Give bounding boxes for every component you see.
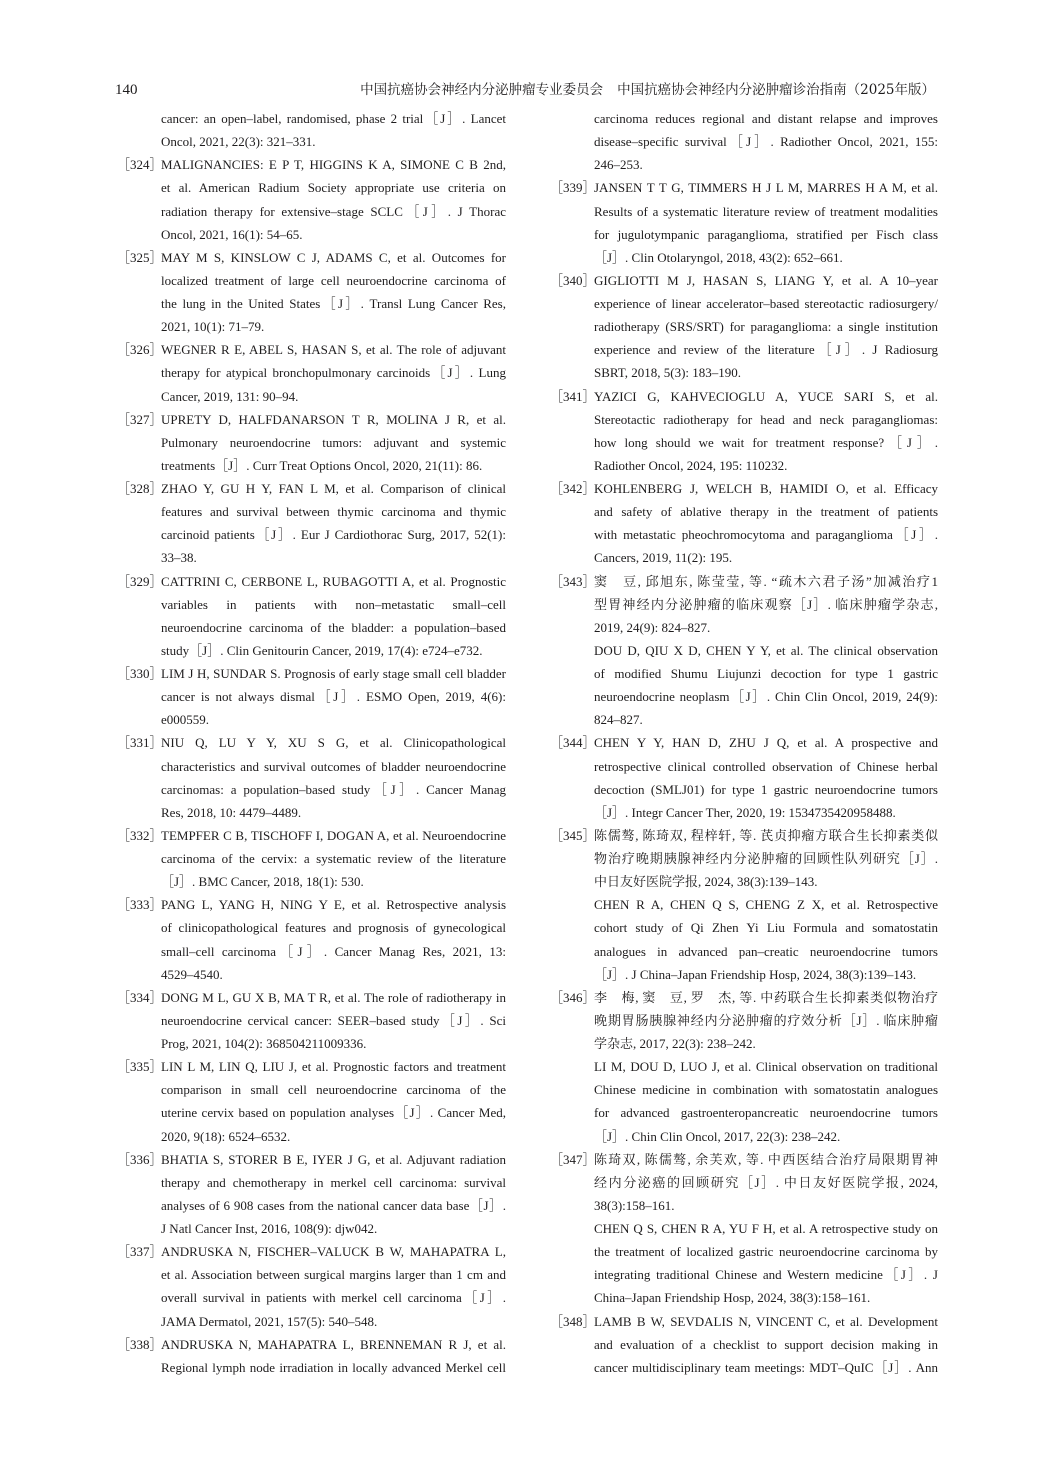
- reference-line: 经内分泌癌的回顾研究［J］. 中日友好医院学报, 2024,: [594, 1174, 938, 1190]
- reference-number: ［325］: [117, 249, 163, 265]
- reference-number: ［345］: [550, 827, 596, 843]
- reference-line: analogues in advanced pan–creatic neuroendocrine tumors: [594, 943, 938, 959]
- reference-line: 33–38.: [161, 550, 197, 566]
- reference-number: ［333］: [117, 897, 163, 913]
- reference-line: 物治疗晚期胰腺神经内分泌肿瘤的回顾性队列研究［J］.: [594, 851, 938, 866]
- reference-entry: [117, 1148, 506, 1241]
- reference-line: and evaluation of a checklist to support decision making in: [594, 1336, 938, 1352]
- reference-line: PANG L, YANG H, NING Y E, et al. Retrospective analysis: [161, 897, 506, 913]
- reference-line: 陈琦双, 陈儒骜, 余芙欢, 等. 中西医结合治疗局限期胃神: [594, 1151, 938, 1167]
- reference-entry: [117, 1055, 506, 1148]
- reference-line: treatments［J］. Curr Treat Options Oncol, 2020, 21(11): 86.: [161, 457, 483, 473]
- reference-entry: [550, 570, 938, 732]
- reference-line: 246–253.: [594, 157, 643, 173]
- reference-entry: [117, 893, 506, 986]
- reference-number: ［348］: [550, 1313, 596, 1329]
- reference-line: with metastatic pheochromocytoma and paraganglioma［J］.: [594, 527, 938, 543]
- reference-entry: [117, 1240, 506, 1333]
- reference-line: China–Japan Friendship Hosp, 2024, 38(3):158–161.: [594, 1290, 871, 1306]
- reference-column-left: [117, 107, 506, 1379]
- reference-line: uterine cervix based on population analyses［J］. Cancer Med,: [161, 1105, 506, 1121]
- reference-line: LI M, DOU D, LUO J, et al. Clinical observation on traditional: [594, 1059, 938, 1075]
- reference-line: YAZICI G, KAHVECIOGLU A, YUCE SARI S, et al.: [594, 388, 938, 404]
- reference-line: Cancers, 2019, 11(2): 195.: [594, 550, 733, 566]
- reference-line: ZHAO Y, GU H Y, FAN L M, et al. Comparison of clinical: [161, 481, 506, 496]
- running-title-org: 中国抗癌协会神经内分泌肿瘤专业委员会: [360, 82, 604, 98]
- reference-line: cancer multidisciplinary team meetings: MDT–QuIC［J］. Ann: [594, 1359, 938, 1375]
- reference-number: ［343］: [550, 573, 596, 589]
- reference-line: cohort study of Qi Zhen Yi Liu Formula and somatostatin: [594, 920, 938, 936]
- reference-entry-continued: [117, 107, 506, 153]
- reference-line: ANDRUSKA N, MAHAPATRA L, BRENNEMAN R J, et al.: [161, 1336, 506, 1352]
- reference-number: ［347］: [550, 1151, 596, 1167]
- reference-line: study［J］. Clin Genitourin Cancer, 2019, 17(4): e724–e732.: [161, 642, 483, 658]
- reference-entry: [117, 824, 506, 893]
- reference-line: et al. American Radium Society appropriate use criteria on: [161, 180, 506, 196]
- reference-line: BHATIA S, STORER B E, IYER J G, et al. Adjuvant radiation: [161, 1151, 506, 1167]
- reference-line: and safety of ablative therapy in the treatment of patients: [594, 504, 938, 520]
- reference-line: Res, 2018, 10: 4479–4489.: [161, 804, 302, 820]
- reference-line: radiotherapy (SRS/SRT) for paraganglioma: a single institution: [594, 319, 938, 335]
- reference-line: of clinicopathological features and prognosis of gynecological: [161, 920, 506, 936]
- reference-entry: [117, 477, 506, 570]
- reference-number: ［337］: [117, 1244, 163, 1260]
- reference-entry: [117, 153, 506, 246]
- reference-line: small–cell carcinoma［J］. Cancer Manag Res, 2021, 13:: [161, 943, 506, 959]
- reference-line: 窦 豆, 邱旭东, 陈莹莹, 等. “疏木六君子汤”加减治疗1: [594, 573, 938, 589]
- reference-line: ［J］. BMC Cancer, 2018, 18(1): 530.: [161, 874, 364, 890]
- reference-number: ［326］: [117, 342, 163, 358]
- reference-line: Prog, 2021, 104(2): 368504211009336.: [161, 1036, 367, 1051]
- reference-entry: [117, 986, 506, 1055]
- reference-line: how long should we wait for treatment response?［J］.: [594, 434, 938, 450]
- reference-line: KOHLENBERG J, WELCH B, HAMIDI O, et al. Efficacy: [594, 481, 938, 496]
- reference-line: characteristics and survival outcomes of bladder neuroendocrine: [161, 758, 506, 774]
- reference-entry: [550, 477, 938, 570]
- reference-line: therapy for atypical bronchopulmonary carcinoids［J］. Lung: [161, 365, 506, 381]
- reference-line: DOU D, QIU X D, CHEN Y Y, et al. The clinical observation: [594, 642, 938, 658]
- reference-number: ［334］: [117, 989, 163, 1005]
- reference-line: J Natl Cancer Inst, 2016, 108(9): djw042.: [161, 1221, 378, 1236]
- reference-line: features and survival between thymic carcinoma and thymic: [161, 504, 506, 520]
- reference-number: ［332］: [117, 827, 163, 843]
- reference-line: neuroendocrine cervical cancer: SEER–based study［J］. Sci: [161, 1012, 506, 1028]
- reference-line: NIU Q, LU Y Y, XU S G, et al. Clinicopathological: [161, 735, 506, 751]
- reference-line: CHEN R A, CHEN Q S, CHENG Z X, et al. Retrospective: [594, 897, 938, 913]
- reference-line: therapy and chemotherapy in merkel cell carcinoma: survival: [161, 1174, 506, 1190]
- reference-line: 陈儒骜, 陈琦双, 程梓轩, 等. 芪贞抑瘤方联合生长抑素类似: [594, 827, 938, 843]
- reference-line: CHEN Y Y, HAN D, ZHU J Q, et al. A prospective and: [594, 735, 938, 751]
- reference-line: 2020, 9(18): 6524–6532.: [161, 1128, 291, 1144]
- reference-line: radiation therapy for extensive–stage SCLC［J］. J Thorac: [161, 203, 506, 219]
- reference-line: the lung in the United States［J］. Transl Lung Cancer Res,: [161, 296, 506, 311]
- reference-column-right: [550, 107, 938, 1379]
- reference-line: carcinoma of the cervix: a systematic review of the literature: [161, 851, 506, 866]
- reference-number: ［328］: [117, 481, 163, 496]
- reference-line: for jugulotympanic paraganglioma, stratified per Fisch class: [594, 226, 938, 242]
- reference-line: of modified Shumu Liujunzi decoction for type 1 gastric: [594, 666, 938, 681]
- reference-line: cancer: an open–label, randomised, phase 2 trial［J］. Lancet: [161, 111, 506, 126]
- reference-line: 李 梅, 窦 豆, 罗 杰, 等. 中药联合生长抑素类似物治疗: [594, 989, 938, 1005]
- reference-line: 学杂志, 2017, 22(3): 238–242.: [594, 1036, 756, 1051]
- reference-line: UPRETY D, HALFDANARSON T R, MOLINA J R, et al.: [161, 411, 506, 427]
- reference-entry: [550, 731, 938, 824]
- reference-line: SBRT, 2018, 5(3): 183–190.: [594, 365, 742, 381]
- reference-line: experience of linear accelerator–based stereotactic radiosurgery/: [594, 296, 938, 311]
- reference-line: JANSEN T T G, TIMMERS H J L M, MARRES H A M, et al.: [594, 180, 938, 196]
- reference-line: neuroendocrine carcinoma of the bladder: a population–based: [161, 619, 506, 635]
- reference-number: ［336］: [117, 1151, 163, 1167]
- reference-entry: [117, 338, 506, 407]
- running-title-guide: 中国抗癌协会神经内分泌肿瘤诊治指南（2025年版）: [617, 82, 935, 98]
- reference-line: LAMB B W, SEVDALIS N, VINCENT C, et al. Development: [594, 1313, 938, 1329]
- reference-entry: [117, 570, 506, 663]
- reference-line: Pulmonary neuroendocrine tumors: adjuvant and systemic: [161, 434, 506, 450]
- reference-line: 4529–4540.: [161, 966, 223, 982]
- reference-line: MALIGNANCIES: E P T, HIGGINS K A, SIMONE C B 2nd,: [161, 157, 506, 173]
- reference-line: ［J］. Integr Cancer Ther, 2020, 19: 1534735420958488.: [594, 804, 896, 820]
- reference-number: ［331］: [117, 735, 163, 751]
- reference-line: Regional lymph node irradiation in locally advanced Merkel cell: [161, 1359, 506, 1375]
- reference-line: carcinomas: a population–based study［J］. Cancer Manag: [161, 781, 506, 797]
- reference-number: ［340］: [550, 272, 596, 288]
- reference-line: analyses of 6 908 cases from the national cancer data base［J］.: [161, 1197, 506, 1213]
- reference-line: 2019, 24(9): 824–827.: [594, 619, 711, 635]
- reference-line: carcinoid patients［J］. Eur J Cardiothorac Surg, 2017, 52(1):: [161, 527, 506, 543]
- reference-line: Oncol, 2021, 16(1): 54–65.: [161, 226, 303, 242]
- reference-line: 824–827.: [594, 712, 643, 728]
- reference-entry: [550, 986, 938, 1148]
- reference-line: carcinoma reduces regional and distant relapse and improves: [594, 111, 938, 126]
- reference-entry: [550, 824, 938, 986]
- reference-line: ANDRUSKA N, FISCHER–VALUCK B W, MAHAPATRA L,: [161, 1244, 506, 1260]
- reference-line: LIM J H, SUNDAR S. Prognosis of early stage small cell bladder: [161, 666, 506, 681]
- reference-line: et al. Association between surgical margins larger than 1 cm and: [161, 1267, 506, 1283]
- reference-line: integrating traditional Chinese and Western medicine［J］. J: [594, 1267, 938, 1283]
- reference-line: overall survival in patients with merkel cell carcinoma［J］.: [161, 1290, 506, 1306]
- reference-line: MAY M S, KINSLOW C J, ADAMS C, et al. Outcomes for: [161, 249, 506, 265]
- reference-number: ［324］: [117, 157, 163, 173]
- reference-line: variables in patients with non–metastatic small–cell: [161, 596, 506, 612]
- reference-line: localized treatment of large cell neuroendocrine carcinoma of: [161, 272, 506, 288]
- reference-number: ［335］: [117, 1059, 163, 1075]
- reference-line: Oncol, 2021, 22(3): 321–331.: [161, 134, 316, 150]
- reference-entry: [550, 385, 938, 478]
- reference-line: 38(3):158–161.: [594, 1197, 675, 1213]
- reference-line: ［J］. Chin Clin Oncol, 2017, 22(3): 238–242.: [594, 1128, 841, 1144]
- reference-entry-continued: [550, 107, 938, 176]
- reference-line: GIGLIOTTI M J, HASAN S, LIANG Y, et al. A 10–year: [594, 272, 938, 288]
- reference-line: 中日友好医院学报, 2024, 38(3):139–143.: [594, 874, 818, 890]
- reference-entry: [117, 662, 506, 731]
- reference-line: Chinese medicine in combination with somatostatin analogues: [594, 1082, 938, 1098]
- reference-entry: [117, 246, 506, 339]
- reference-line: comparison in small cell neuroendocrine carcinoma of the: [161, 1082, 506, 1098]
- reference-line: ［J］. Clin Otolaryngol, 2018, 43(2): 652–661.: [594, 249, 843, 265]
- reference-line: CATTRINI C, CERBONE L, RUBAGOTTI A, et al. Prognostic: [161, 573, 506, 589]
- reference-line: e000559.: [161, 712, 210, 728]
- reference-number: ［344］: [550, 735, 596, 751]
- reference-line: decoction (SMLJ01) for type 1 gastric neuroendocrine tumors: [594, 781, 938, 797]
- reference-line: Results of a systematic literature review of treatment modalities: [594, 203, 938, 219]
- reference-line: TEMPFER C B, TISCHOFF I, DOGAN A, et al. Neuroendocrine: [161, 827, 506, 843]
- reference-line: JAMA Dermatol, 2021, 157(5): 540–548.: [161, 1313, 378, 1329]
- running-title: [360, 80, 935, 100]
- reference-entry: [117, 408, 506, 477]
- reference-number: ［346］: [550, 989, 596, 1005]
- reference-line: 型胃神经内分泌肿瘤的临床观察［J］. 临床肿瘤学杂志,: [594, 596, 938, 612]
- reference-entry: [117, 1333, 506, 1379]
- reference-line: for advanced gastroenteropancreatic neuroendocrine tumors: [594, 1105, 938, 1121]
- reference-number: ［330］: [117, 666, 163, 681]
- reference-entry: [117, 731, 506, 824]
- reference-number: ［342］: [550, 481, 596, 496]
- reference-number: ［327］: [117, 411, 163, 427]
- reference-line: DONG M L, GU X B, MA T R, et al. The role of radiotherapy in: [161, 989, 506, 1005]
- reference-line: experience and review of the literature［J］. J Radiosurg: [594, 342, 938, 358]
- reference-line: disease–specific survival［J］. Radiother Oncol, 2021, 155:: [594, 134, 938, 150]
- reference-entry: [550, 1310, 938, 1379]
- reference-line: Cancer, 2019, 131: 90–94.: [161, 388, 299, 404]
- reference-number: ［341］: [550, 388, 596, 404]
- reference-number: ［338］: [117, 1336, 163, 1352]
- reference-line: cancer is not always dismal［J］. ESMO Open, 2019, 4(6):: [161, 689, 506, 705]
- reference-line: retrospective clinical controlled observation of Chinese herbal: [594, 758, 938, 774]
- reference-line: Stereotactic radiotherapy for head and neck paragangliomas:: [594, 411, 938, 427]
- reference-line: the treatment of localized gastric neuroendocrine carcinoma by: [594, 1244, 938, 1260]
- reference-number: ［339］: [550, 180, 596, 196]
- reference-line: Radiother Oncol, 2024, 195: 110232.: [594, 457, 788, 473]
- reference-line: 晚期胃肠胰腺神经内分泌肿瘤的疗效分析［J］. 临床肿瘤: [594, 1012, 938, 1028]
- reference-line: ［J］. J China–Japan Friendship Hosp, 2024, 38(3):139–143.: [594, 966, 917, 982]
- reference-line: CHEN Q S, CHEN R A, YU F H, et al. A retrospective study on: [594, 1221, 938, 1236]
- reference-entry: [550, 1148, 938, 1310]
- reference-line: LIN L M, LIN Q, LIU J, et al. Prognostic factors and treatment: [161, 1059, 506, 1075]
- page-number: 140: [115, 82, 138, 98]
- reference-number: ［329］: [117, 573, 163, 589]
- reference-entry: [550, 176, 938, 269]
- reference-line: 2021, 10(1): 71–79.: [161, 319, 265, 335]
- reference-line: WEGNER R E, ABEL S, HASAN S, et al. The role of adjuvant: [161, 342, 506, 358]
- reference-entry: [550, 269, 938, 385]
- reference-line: neuroendocrine neoplasm［J］. Chin Clin Oncol, 2019, 24(9):: [594, 689, 938, 705]
